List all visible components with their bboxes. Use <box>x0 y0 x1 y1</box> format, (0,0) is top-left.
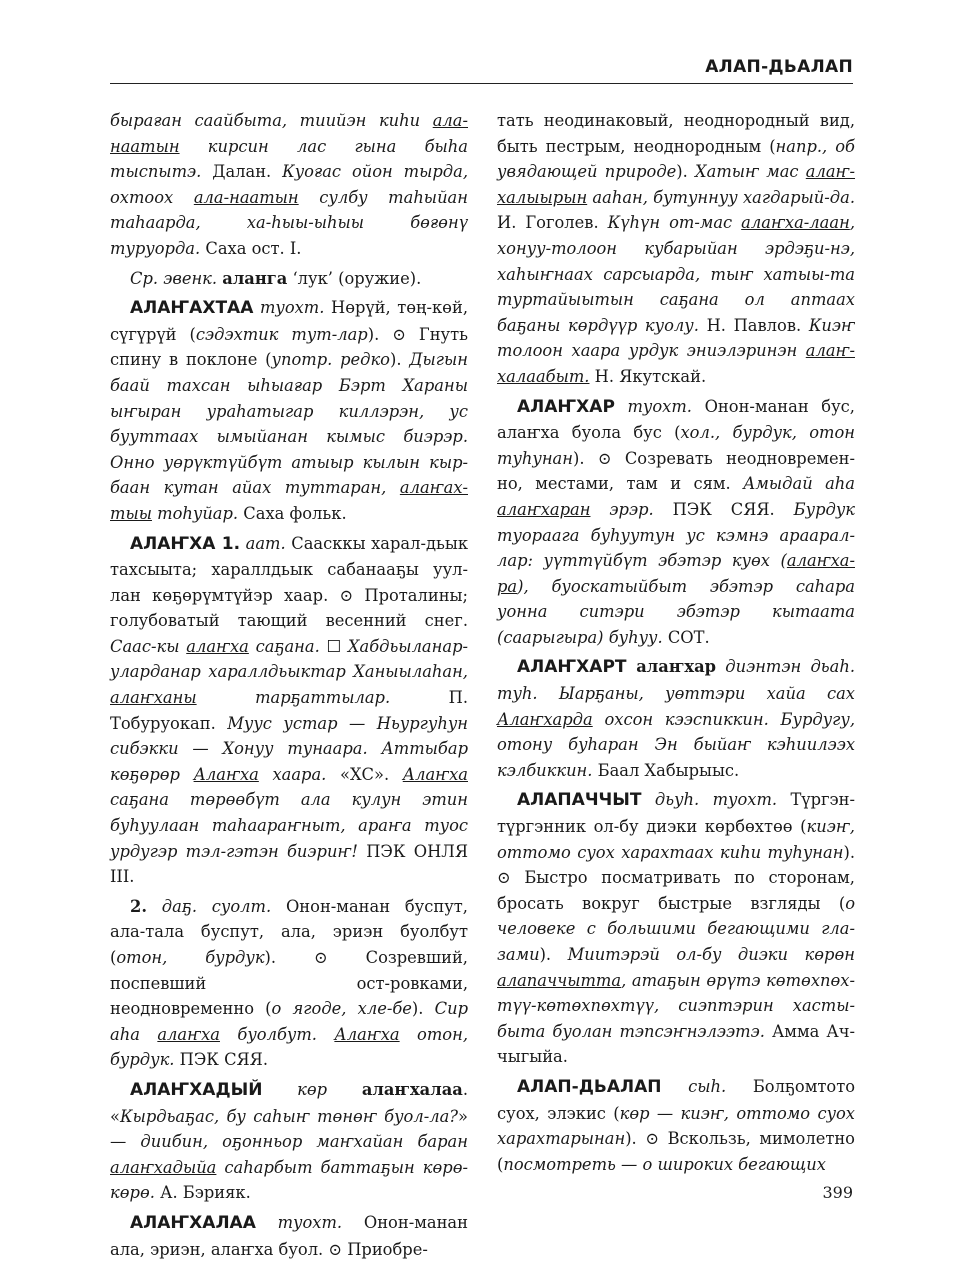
text-run: СОТ. <box>667 627 710 647</box>
text-run: тать неодинаковый, неоднородный вид, быть пестрым, неоднородным ( <box>497 111 855 156</box>
text-run: аат. <box>240 533 292 553</box>
underlined-example: Алаҥхарда <box>497 709 593 729</box>
text-run: Түргэн-түргэнник ол-бу диэки көрбөхтөө ( <box>497 790 855 837</box>
text-run: ПЭК СЯЯ. <box>672 499 794 519</box>
entry-alangkhadyi <box>110 1077 468 1206</box>
text-run: ). ⊙ Быстро посматривать по сторонам, бросать вокруг быстрые взгляды ( <box>497 842 855 913</box>
text-run: ), буоскатыйбыт эбэтэр саһара уонна ситэри эбэтэр кытаата (саарыгыра) буһуу. <box>497 576 855 647</box>
headword: АЛАҤАХТАА <box>130 298 254 319</box>
text-run: эрэр. <box>590 499 673 519</box>
text-run: ааһан, бутуннуу хагдарый-да. <box>587 187 855 207</box>
text-run: Кырдьаҕас, бу саһыҥ төнөҥ буол-ла? <box>119 1106 459 1126</box>
text-run: » — <box>110 1106 468 1152</box>
text-run: Киэҥ толоон хаара урдук эниэлэринэн <box>497 315 855 361</box>
text-run: Болҕомтото суох, элэкис ( <box>497 1076 855 1123</box>
text-run: ). <box>539 945 568 964</box>
text-run: Онон-манан ала, эриэн, алаҥха буол. ⊙ Приобре- <box>110 1212 468 1259</box>
text-run: И. Гоголев. <box>497 213 608 233</box>
text-run: «ХС». <box>339 764 403 784</box>
right-column <box>497 108 855 1181</box>
text-run: алаҥхар <box>626 657 717 677</box>
text-run: тарҕаттылар. <box>196 688 449 708</box>
headword: АЛАҤХАЛАА <box>130 1212 256 1233</box>
text-run: . « <box>110 1079 468 1126</box>
text-run: 2. <box>130 896 147 916</box>
text-run: ). ⊙ Гнуть спину в поклоне ( <box>110 324 469 370</box>
entry-alapachchyt <box>497 787 855 1070</box>
text-run: охсон кээспиккин. Бурдугу, отону буһаран Эн быйаҥ кэһиилээх кэлбиккин. <box>497 709 855 780</box>
text-run: хол., бурдук, отон туһунан <box>497 423 855 468</box>
headword: АЛАҤХАДЫЙ <box>130 1079 263 1100</box>
underlined-example: алаҥхадыйа <box>110 1157 217 1177</box>
text-run: туохт. <box>255 1212 364 1232</box>
text-run: ). <box>411 999 435 1019</box>
text-run: Далан. <box>212 162 283 182</box>
text-run: ПЭК ОНЛЯ III. <box>110 841 469 887</box>
text-run: о человеке с большими бегающими гла-зами <box>497 893 855 964</box>
text-run: Н. Якутскай. <box>589 366 707 386</box>
text-run: Амыдай аһа <box>743 474 855 494</box>
text-run: быраған саайбыта, тиийэн киһи <box>110 111 433 130</box>
text-run: аланга <box>222 268 288 288</box>
text-run: ). <box>676 162 696 182</box>
entry-alangkha-2 <box>110 894 468 1073</box>
text-run: диибин, оҕонньор маҥхайан баран <box>140 1132 468 1152</box>
text-run: Муус устар — Ньургуһун сибэкки — Хонуу тунаара. Аттыбар көҕөрөр <box>110 713 468 784</box>
text-run: ☐ <box>326 636 348 656</box>
text-run: Бурдук туораага буһуутун ус кэмнэ араарал-лар: уүттүйбүт эбэтэр куөх ( <box>497 499 855 571</box>
text-run: Миитэрэй ол-бу диэки көрөн <box>567 945 855 964</box>
entry-alangkhart <box>497 654 855 783</box>
text-run: Нөрүй, төң-көй, сүгүрүй ( <box>110 298 468 344</box>
text-run: сулбу таһыйан таһаарда, ха-һыы-ыһыы бөғөнү туруорда. <box>110 187 468 258</box>
text-run: Онон-манан бус, алаҥха буола бус ( <box>497 396 855 443</box>
underlined-example: алаҥханы <box>110 688 197 708</box>
headword: АЛАҤХА 1. <box>130 533 241 554</box>
text-run: сыһ. <box>661 1076 753 1096</box>
text-run: ). <box>389 350 410 370</box>
text-run: дьуһ. туохт. <box>641 790 791 810</box>
underlined-example: алаҥха <box>186 636 249 656</box>
entry-alangkhar <box>497 394 855 651</box>
text-run: ). ⊙ Вскользь, мимолетно ( <box>497 1129 855 1174</box>
underlined-example: алаҥхаран <box>497 499 591 519</box>
text-run: диэнтэн дьаһ. туһ. Ыарҕаны, уөттэри хайа сах <box>497 657 855 704</box>
text-run: туохт. <box>614 396 705 416</box>
text-run: саҕана төрөөбүт ала кулун этин буһуулаан таһаараҥныт, араҥа туос урдугэр тэл-гэтэн биэриҥ! <box>110 790 468 861</box>
underlined-example: алаҥха-лаан <box>741 213 850 233</box>
page-number: 399 <box>822 1183 853 1202</box>
text-run: посмотреть — о широких бегающих <box>503 1154 826 1174</box>
underlined-example: ала-наатын <box>110 111 468 156</box>
left-etymology-note <box>110 266 468 292</box>
text-run: саһарбыт баттаҕын көрө-көрө. <box>110 1157 468 1203</box>
entry-alangkhalaa <box>110 1210 468 1262</box>
entry-alangkha-1 <box>110 531 468 890</box>
text-run: буолбут. <box>219 1024 335 1044</box>
text-run: Саасккы харал-дьык тахсыыта; хараллдьык сабанааҕы уул-лан көҕөрүмтүйэр хаар. ⊙ Проталины; голубоватый тающий весенний снег. <box>110 533 468 631</box>
headword: АЛАПАЧЧЫТ <box>517 790 642 811</box>
text-run: Хабдьыланар-уларданар хараллдьыктар Ханыылаһан, <box>110 636 468 682</box>
entry-alangakhtaa <box>110 295 468 526</box>
text-run: ). ⊙ Созревший, поспевший ост-ровками, неодновременно ( <box>110 948 468 1019</box>
left-column <box>110 108 468 1266</box>
text-run: ‘лук’ (оружие). <box>287 268 422 288</box>
underlined-example: ала-наатын <box>193 187 299 207</box>
header-rule <box>110 83 853 84</box>
text-run: сэдэхтик тут-лар <box>195 324 368 344</box>
text-run: Хатыҥ мас <box>695 162 806 182</box>
text-run: Саас-кы <box>110 636 187 656</box>
text-run: Баал Хабырыыс. <box>597 760 740 780</box>
text-run: употр. редко <box>271 350 390 370</box>
text-run: отон, бурдук <box>116 948 265 967</box>
underlined-example: алаҥ-халаабыт. <box>497 341 855 386</box>
text-run: Ср. эвенк. <box>130 268 223 288</box>
text-run: Онон-манан буспут, ала-тала буспут, ала, эриэн буолбут ( <box>110 896 468 967</box>
running-head: АЛАП-ДЬАЛАП <box>705 57 853 77</box>
text-run: Амма Ач-чыгыйа. <box>497 1021 856 1067</box>
text-run: Саха фольк. <box>243 503 347 523</box>
headword: АЛАП-ДЬАЛАП <box>517 1076 662 1097</box>
text-run: көр <box>262 1079 362 1099</box>
text-run: саҕана. <box>248 636 327 656</box>
text-run: , атаҕын өрүтэ көтөхпөх-түү-көтөхпөхтүү, сиэптэрин хасты-быта буолан тэпсэҥнэлээтэ. <box>497 970 855 1041</box>
text-run: тоһуйар. <box>151 503 244 523</box>
text-run: киэҥ, оттомо суох харахтаах киһи туһунан <box>497 817 855 862</box>
text-run: Н. Павлов. <box>706 315 809 335</box>
text-run: о ягоде, хле-бе <box>271 999 412 1019</box>
text-run: , хонуу-толоон кубарыйан эрдэҕи-нэ, хаһыҥнаах сарсыарда, тыҥ хатыы-та туртайыытын саҕана ол аптаах баҕаны көрдүүр куолу. <box>497 213 855 335</box>
text-run: напр., об увядающей природе <box>497 136 855 182</box>
text-run: А. Бэрияк. <box>160 1183 251 1203</box>
text-run: П. Тобуруокап. <box>110 688 468 733</box>
text-run: туохт. <box>253 298 332 318</box>
headword: АЛАҤХАРТ <box>517 657 627 678</box>
underlined-example: Алаҥха <box>334 1024 400 1044</box>
underlined-example: алаҥха <box>157 1024 220 1044</box>
text-run: кирсин лас гына быһа тыспытэ. <box>110 136 468 182</box>
text-run: ПЭК СЯЯ. <box>179 1050 269 1070</box>
text-run: Сир аһа <box>110 999 468 1044</box>
text-run: Саха ост. I. <box>205 238 302 258</box>
text-run: отон, бурдук. <box>110 1024 468 1070</box>
left-entry-continuation <box>110 108 468 262</box>
underlined-example: Алаҥха <box>402 764 468 784</box>
underlined-example: алаҥ-халыырын <box>497 162 856 207</box>
text-run: көр — киэҥ, оттомо суох харахтарынан <box>497 1103 855 1149</box>
text-run: Дыгын баай тахсан ыһыағар Бэрт Хараны ыҥыран ураһатыгар киллэрэн, ус бууттаах ымыйанан кымыс биэрэр. Онно уөрүктүйбүт атыыр кылын кыр-баан кутан айах туттаран, <box>110 350 468 498</box>
underlined-example: алапаччытта <box>497 970 622 990</box>
underlined-example: алаҥах-тыы <box>110 478 468 523</box>
text-run: Куоғас ойон тырда, охтоох <box>110 162 468 207</box>
right-entry-continuation <box>497 108 855 390</box>
underlined-example: алаҥха-ра <box>497 551 855 596</box>
entry-alap-dyalap <box>497 1074 855 1177</box>
text-run: даҕ. суолт. <box>147 896 286 916</box>
headword: АЛАҤХАР <box>517 396 615 417</box>
text-run: алаҥхалаа <box>361 1079 463 1099</box>
underlined-example: Алаҥха <box>193 764 259 784</box>
text-run: хаара. <box>258 764 340 784</box>
text-run: ). ⊙ Созревать неодновремен-но, местами, там и сям. <box>497 448 855 494</box>
text-run: Күһүн от-мас <box>607 213 742 233</box>
